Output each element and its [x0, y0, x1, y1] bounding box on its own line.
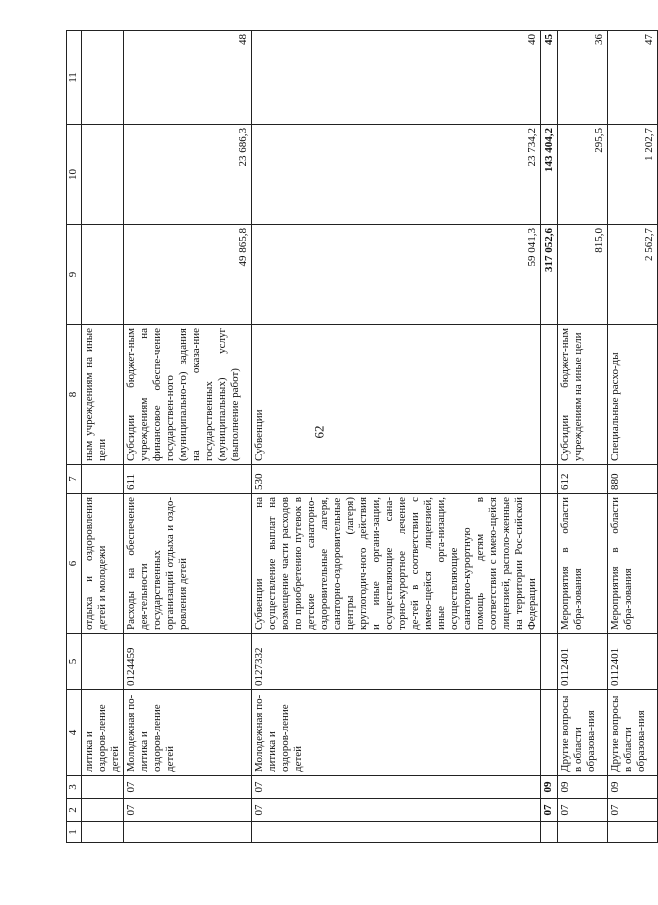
table-cell: Субвенции на осуществление выплат на возмещение части расходов по приобретению путевок в детские санаторно-оздоровительные лагеря, санаторно-оздоровительные центры (лагеря) круглогодич-ного действия и иные органи-зации, осуществляющие сана-торно-курортное лечение де-тей в соответствии с имею-щейся лицензией, иные орга-низации, осуществляющие санаторно-курортную помощь детям в соответствии с имею-щейся лицензией, располо-женные на территории Рос-сийской Федерации — [252, 494, 541, 634]
table-cell: 23 686,3 — [124, 125, 252, 225]
budget-table — [66, 30, 658, 843]
table-cell: 07 — [608, 799, 658, 822]
header-cell: 2 — [67, 799, 82, 822]
table-cell — [82, 225, 124, 325]
table-cell: 143 404,2 — [541, 125, 558, 225]
table-cell: Другие вопросы в области образова-ния — [608, 690, 658, 776]
table-cell: 612 — [558, 465, 608, 494]
table-cell: 23 734,2 — [252, 125, 541, 225]
table-cell: 611 — [124, 465, 252, 494]
budget-table-container — [66, 31, 655, 843]
table-cell — [541, 690, 558, 776]
table-cell: 0112401 — [608, 634, 658, 690]
table-cell: 317 052,6 — [541, 225, 558, 325]
table-row-total — [541, 31, 558, 843]
header-cell: 8 — [67, 325, 82, 465]
table-cell: 0112401 — [558, 634, 608, 690]
table-cell — [82, 465, 124, 494]
table-cell: Другие вопросы в области образова-ния — [558, 690, 608, 776]
table-cell: Молодежная по-литика и оздоров-ление детей — [124, 690, 252, 776]
table-cell: 36 — [558, 31, 608, 125]
table-cell: 2 562,7 — [608, 225, 658, 325]
table-cell — [541, 465, 558, 494]
table-cell — [541, 494, 558, 634]
table-cell: Субсидии бюджет-ным учреждениям на финансовое обеспе-чение государствен-ного (муниципально-го) задания на оказа-ние государственных (муниципальных) услуг (выполнение работ) — [124, 325, 252, 465]
table-cell: 59 041,3 — [252, 225, 541, 325]
table-cell: Субвенции — [252, 325, 541, 465]
table-cell: ным учреждениям на иные цели — [82, 325, 124, 465]
table-cell: Мероприятия в области обра-зования — [608, 494, 658, 634]
table-cell: Специальные расхо-ды — [608, 325, 658, 465]
table-cell: 48 — [124, 31, 252, 125]
table-cell: 880 — [608, 465, 658, 494]
table-cell — [82, 634, 124, 690]
table-cell: 49 865,8 — [124, 225, 252, 325]
table-cell — [82, 822, 124, 843]
table-cell: 0124459 — [124, 634, 252, 690]
table-cell: 07 — [541, 799, 558, 822]
table-cell: 530 — [252, 465, 541, 494]
table-cell: отдыха и оздоровления детей и молодежи — [82, 494, 124, 634]
header-cell: 4 — [67, 690, 82, 776]
table-cell: 09 — [608, 776, 658, 799]
table-cell: 1 202,7 — [608, 125, 658, 225]
header-cell: 3 — [67, 776, 82, 799]
table-cell: Молодежная по-литика и оздоров-ление детей — [252, 690, 541, 776]
table-cell: 07 — [558, 799, 608, 822]
header-cell: 7 — [67, 465, 82, 494]
table-cell — [608, 822, 658, 843]
table-cell: Расходы на обеспечение дея-тельности государственных организаций отдыха и оздо-ровления детей — [124, 494, 252, 634]
table-cell: 07 — [252, 799, 541, 822]
table-cell: литика и оздоров-ление детей — [82, 690, 124, 776]
table-row — [558, 31, 608, 843]
table-cell: 07 — [124, 799, 252, 822]
header-row — [67, 31, 82, 843]
table-row — [82, 31, 124, 843]
table-cell: 09 — [558, 776, 608, 799]
table-cell — [82, 125, 124, 225]
header-cell: 5 — [67, 634, 82, 690]
table-cell — [124, 822, 252, 843]
table-cell: 07 — [124, 776, 252, 799]
table-cell: Субсидии бюджет-ным учреждениям на иные цели — [558, 325, 608, 465]
table-cell — [82, 31, 124, 125]
table-row — [608, 31, 658, 843]
table-cell: 295,5 — [558, 125, 608, 225]
table-cell — [541, 822, 558, 843]
header-cell: 6 — [67, 494, 82, 634]
table-row — [252, 31, 541, 843]
header-cell: 11 — [67, 31, 82, 125]
table-cell — [541, 325, 558, 465]
table-cell: Мероприятия в области обра-зования — [558, 494, 608, 634]
table-cell — [558, 822, 608, 843]
table-cell: 09 — [541, 776, 558, 799]
header-cell: 9 — [67, 225, 82, 325]
table-cell — [82, 776, 124, 799]
table-cell: 815,0 — [558, 225, 608, 325]
header-cell: 1 — [67, 822, 82, 843]
table-cell — [82, 799, 124, 822]
table-cell: 45 — [541, 31, 558, 125]
table-cell: 40 — [252, 31, 541, 125]
table-cell: 0127332 — [252, 634, 541, 690]
page-number: 62 — [311, 425, 327, 439]
table-cell: 47 — [608, 31, 658, 125]
table-cell — [541, 634, 558, 690]
table-row — [124, 31, 252, 843]
table-cell: 07 — [252, 776, 541, 799]
header-cell: 10 — [67, 125, 82, 225]
table-cell — [252, 822, 541, 843]
